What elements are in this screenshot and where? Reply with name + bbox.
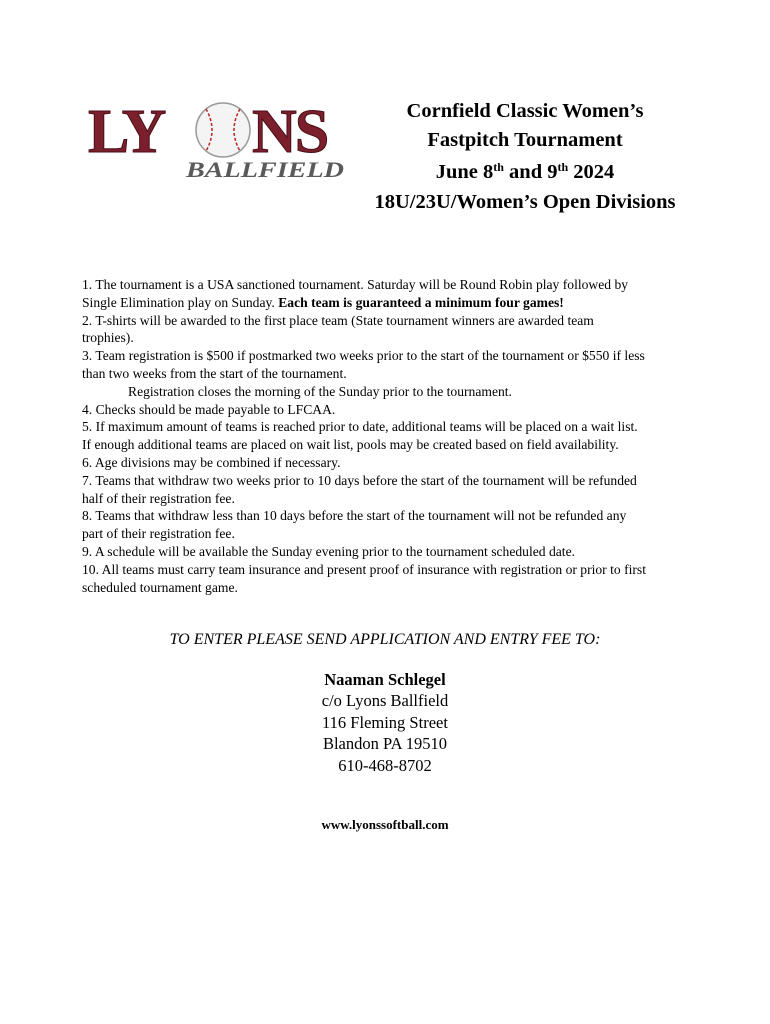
address-city: Blandon PA 19510: [322, 734, 448, 754]
rule-7-line-1: 7. Teams that withdraw two weeks prior to 10 days before the start of the tournament will be refunded: [82, 472, 637, 488]
address-care-of: c/o Lyons Ballfield: [321, 691, 449, 711]
rule-3-line-2: than two weeks from the start of the tournament.: [82, 365, 347, 381]
title-line-1: Cornfield Classic Women’s: [406, 100, 644, 122]
rule-3-line-3: Registration closes the morning of the Sunday prior to the tournament.: [128, 383, 512, 399]
rule-3-line-1: 3. Team registration is $500 if postmarked two weeks prior to the start of the tournament or $550 if less: [82, 348, 645, 364]
rule-9: 9. A schedule will be available the Sunday evening prior to the tournament scheduled date.: [82, 543, 576, 559]
logo-word-left: LY: [88, 98, 165, 166]
logo-subtitle: BALLFIELD: [184, 157, 345, 182]
rule-1-line-1: 1. The tournament is a USA sanctioned tournament. Saturday will be Round Robin play followed by: [82, 277, 629, 292]
title-line-2: Fastpitch Tournament: [427, 129, 623, 151]
tournament-dates: June 8th and 9th 2024: [435, 160, 615, 183]
rule-7-line-2: half of their registration fee.: [82, 490, 235, 506]
website-link[interactable]: www.lyonssoftball.com: [321, 817, 449, 832]
rule-6: 6. Age divisions may be combined if necessary.: [82, 454, 341, 470]
rules-list: [82, 276, 722, 596]
baseball-icon: [196, 103, 250, 157]
rule-5-line-2: If enough additional teams are placed on wait list, pools may be created based on field availability.: [82, 437, 619, 453]
rule-8-line-2: part of their registration fee.: [82, 526, 235, 542]
logo-word-right: NS: [252, 98, 328, 166]
rule-8-line-1: 8. Teams that withdraw less than 10 days before the start of the tournament will not be refunded any: [82, 508, 627, 524]
lyons-ballfield-logo: [86, 92, 348, 184]
rule-2-line-2: trophies).: [82, 330, 134, 346]
rule-1-line-2: Single Elimination play on Sunday. Each team is guaranteed a minimum four games!: [82, 294, 564, 310]
mailing-address: [0, 669, 770, 776]
rule-5-line-1: 5. If maximum amount of teams is reached prior to date, additional teams will be placed on a wait list.: [82, 419, 638, 435]
rule-4: 4. Checks should be made payable to LFCAA.: [82, 401, 336, 417]
rule-10-line-1: 10. All teams must carry team insurance and present proof of insurance with registration or prior to first: [82, 561, 646, 577]
contact-name: Naaman Schlegel: [324, 670, 446, 689]
contact-phone: 610-468-8702: [338, 755, 432, 775]
divisions: 18U/23U/Women’s Open Divisions: [374, 191, 676, 213]
address-street: 116 Fleming Street: [322, 712, 448, 732]
rule-10-line-2: scheduled tournament game.: [82, 579, 238, 595]
entry-instructions: TO ENTER PLEASE SEND APPLICATION AND ENTRY FEE TO:: [169, 631, 601, 648]
guarantee-text: Each team is guaranteed a minimum four games!: [278, 294, 564, 310]
rule-2-line-1: 2. T-shirts will be awarded to the first place team (State tournament winners are awarded team: [82, 312, 594, 328]
